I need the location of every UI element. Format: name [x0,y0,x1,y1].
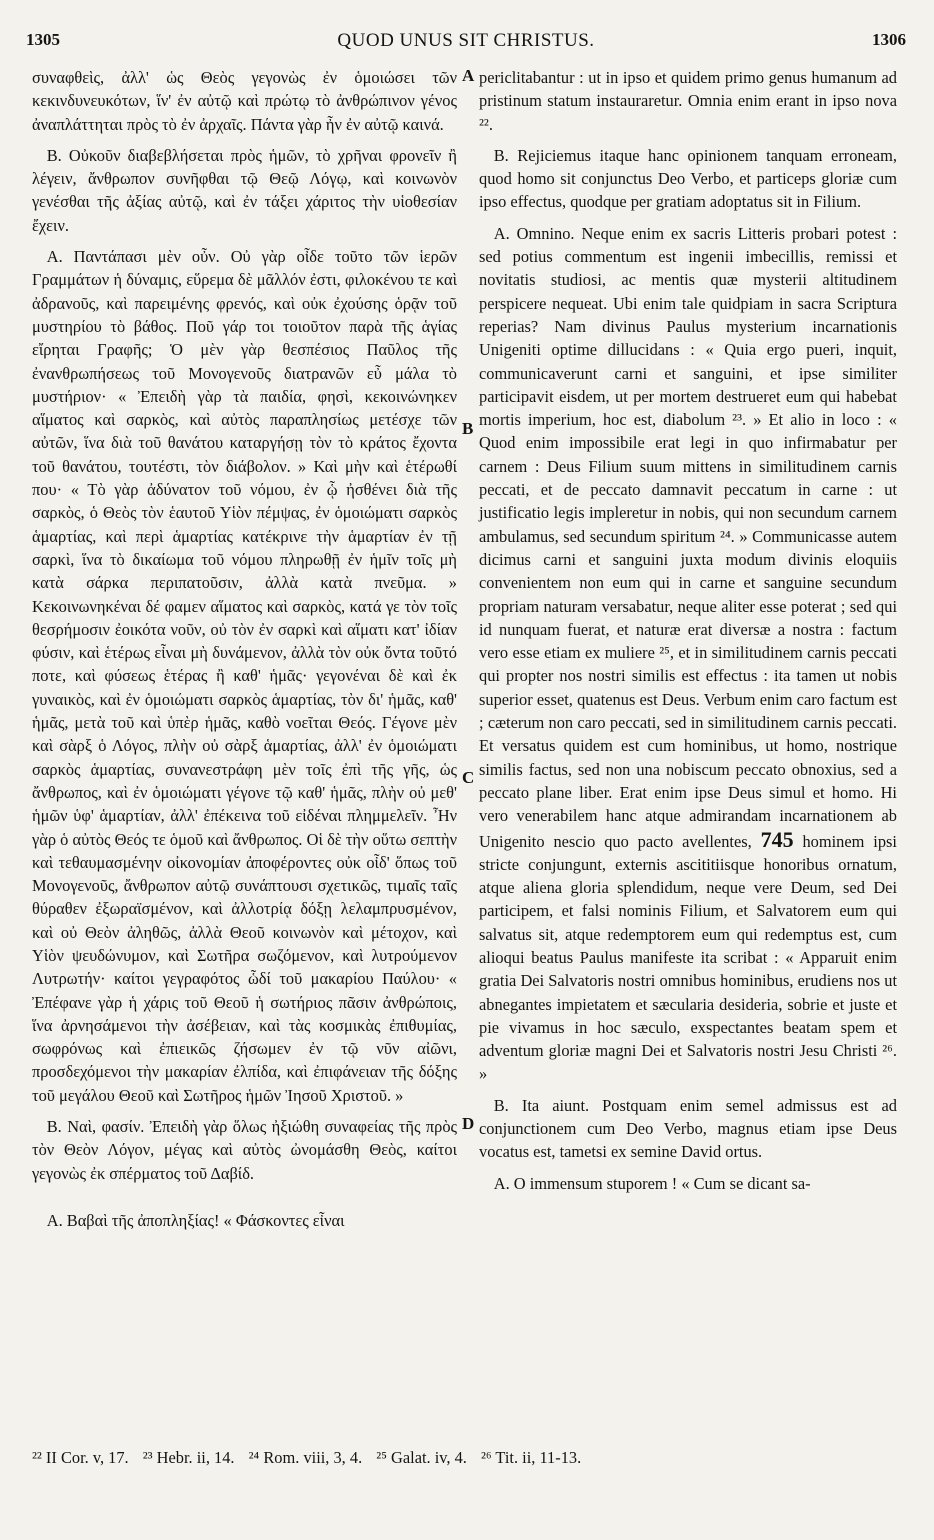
footnote: ²² II Cor. v, 17. [32,1448,129,1467]
page-header [26,30,906,58]
footnotes [32,1448,902,1468]
greek-paragraph: A. Παντάπασι μὲν οὖν. Οὐ γὰρ οἶδε τοῦτο τῶν ἱερῶν Γραμμάτων ἡ δύναμις, εὕρεμα δὲ μᾶλλόν ἐστι, φιλοκένου τε καὶ ἀδρανοῦς, καὶ παρειμένης φρενός, καὶ οὐκ ἐχούσης ὁρᾷν τοῦ μυστηρίου τὸ βάθος. Ποῦ γάρ τοι τοιοῦτον παρὰ τῆς ἁγίας εἴρηται Γραφῆς; Ὁ μὲν γὰρ θεσπέσιος Παῦλος τῆς ἐνανθρωπήσεως τοῦ Μονογενοῦς διατρανῶν εὖ μάλα τὸ μυστήριον· « Ἐπειδὴ γὰρ τὰ παιδία, φησὶ, κεκοινώνηκεν αἵματος καὶ σαρκὸς, καὶ αὐτὸς παραπλησίως μετέσχε τῶν αὐτῶν, ἵνα διὰ τοῦ θανάτου καταργήσῃ τὸν τὸ κράτος ἔχοντα τοῦ θανάτου, τουτέστι, τὸν διάβολον. » Καὶ μὴν καὶ ἑτέρωθί που· « Τὸ γὰρ ἀδύνατον τοῦ νόμου, ἐν ᾧ ἠσθένει διὰ τῆς σαρκὸς, ὁ Θεὸς τὸν ἑαυτοῦ Υἱὸν πέμψας, ἐν ὁμοιώματι σαρκὸς ἁμαρτίας, καὶ περὶ ἁμαρτίας κατέκρινε τὴν ἁμαρτίαν ἐν τῇ σαρκὶ, ἵνα τὸ δικαίωμα τοῦ νόμου πληρωθῇ ἐν ἡμῖν τοῖς μὴ κατὰ σάρκα περιπατοῦσιν, ἀλλὰ κατὰ πνεῦμα. » Κεκοινωνηκέναι δέ φαμεν αἵματος καὶ σαρκὸς, κατά γε τὸν τοῖς θεσρήμοσιν ἐοικότα νοῦν, οὐ τὸν ἐν σαρκὶ καὶ αἵματι κατ' ἰδίαν φύσιν, καὶ ἑτέρως εἶναι μὴ δυνάμενον, ἀλλὰ τὸν οὐκ ὄντα τοῦτό ποτε, καὶ φύσεως ἑτέρας ἢ καθ' ἡμᾶς· γεγονέναι δὲ καὶ ἐκ γυναικὸς, καὶ ἐν ὁμοιώματι σαρκὸς ἁμαρτίας, τὸν δι' ἡμᾶς, καθ' ἡμᾶς, μετὰ τοῦ καὶ ὑπὲρ ἡμᾶς, καθὸ νοεῖται Θεός. Γέγονε μὲν καὶ σὰρξ ὁ Λόγος, πλὴν οὐ σὰρξ ἁμαρτίας, ἀλλ' ἐν ὁμοιώματι σαρκὸς ἁμαρτίας, συνανεστράφη μὲν τοῖς ἐπὶ τῆς γῆς, ὡς ἄνθρωπος, καὶ ἐν ὁμοιώματι γέγονε τῷ καθ' ἡμᾶς, πλὴν οὐ μεθ' ἡμῶν ὑφ' ἁμαρτίαν, ἀλλ' ἐπέκεινα τοῦ εἰδέναι πλημμελεῖν. Ἦν γὰρ ὁ αὐτὸς Θεός τε ὁμοῦ καὶ ἄνθρωπος. Οἱ δὲ τὴν οὕτω σεπτὴν καὶ τεθαυμασμένην οἰκονομίαν ἀποφέροντες οὐκ οἶδ' ὅπως τοῦ Μονογενοῦς, ἄνθρωπον αὐτῷ συνάπτουσι σχετικῶς, τιμαῖς ταῖς θύραθεν ἐξωραϊσμένον, καὶ ἀλλοτρίᾳ δόξῃ λελαμπρυσμένον, καὶ οὐ Θεὸν ἀληθῶς, ἀλλὰ Θεοῦ κοινωνὸν καὶ μέτοχον, καὶ Υἱὸν ψευδώνυμον, καὶ Σωτῆρα σωζόμενον, καὶ λυτρούμενον Λυτρωτήν· καίτοι γεγραφότος ὧδί τοῦ μακαρίου Παύλου· « Ἐπέφανε γὰρ ἡ χάρις τοῦ Θεοῦ ἡ σωτήριος πᾶσιν ἀνθρώποις, ἵνα ἀρνησάμενοι τὴν ἀσέβειαν, καὶ τὰς κοσμικὰς ἐπιθυμίας, σωφρόνως καὶ ἐπιεικῶς ζήσωμεν ἐν τῷ νῦν αἰῶνι, προσδεχόμενοι τὴν μακαρίαν ἐλπίδα, καὶ ἐπιφάνειαν τῆς δόξης τοῦ μεγάλου Θεοῦ καὶ Σωτῆρος ἡμῶν Ἰησοῦ Χριστοῦ. » [32,247,457,1105]
greek-paragraph: συναφθεὶς, ἀλλ' ὡς Θεὸς γεγονὼς ἐν ὁμοιώσει τῶν κεκινδυνευκότων, ἵν' ἐν αὐτῷ καὶ πρώτῳ τὸ ἀνθρώπινον γένος ἀναπλάττηται πρὸς τὸ ἐν ἀρχαῖς. Πάντα γὰρ ἦν ἐν αὐτῷ καινά. [32,68,457,134]
latin-column [479,66,897,1195]
footnote: ²⁴ Rom. viii, 3, 4. [248,1448,363,1467]
greek-column [32,66,457,1232]
footnote: ²⁶ Tit. ii, 11-13. [481,1448,582,1467]
section-marker-c: C [462,768,475,787]
right-page-number: 1306 [872,30,906,49]
section-marker-a: A [462,66,475,85]
latin-paragraph: periclitabantur : ut in ipso et quidem primo genus humanum ad pristinum statum instauraretur. Omnia enim erant in ipso nova ²². [479,68,897,134]
latin-paragraph [479,222,897,1086]
latin-paragraph: A. O immensum stuporem ! « Cum se dicant sa- [493,1173,811,1193]
footnote: ²³ Hebr. ii, 14. [142,1448,235,1467]
greek-paragraph: B. Ναὶ, φασίν. Ἐπειδὴ γὰρ ὅλως ἠξιώθη συναφείας τῆς πρὸς τὸν Θεὸν Λόγον, μέγας καὶ αὐτὸς ὠνομάσθη Θεὸς, καίτοι γεγονὼς ἐκ σπέρματος τοῦ Δαβίδ. [32,1117,457,1183]
latin-paragraph: B. Rejiciemus itaque hanc opinionem tanquam erroneam, quod homo sit conjunctus Deo Verbo, et particeps gloriæ cum ipso effectus, quodque per gratiam adoptatus sit in Filium. [479,145,897,212]
greek-paragraph: B. Οὐκοῦν διαβεβλήσεται πρὸς ἡμῶν, τὸ χρῆναι φρονεῖν ἢ λέγειν, ἄνθρωπον συνῆφθαι τῷ Θεῷ Λόγῳ, καὶ κοινωνὸν γενέσθαι τῆς ἀξίας αὐτῷ, καὶ ἐν τάξει χάριτος τὴν υἱοθεσίαν ἔχειν. [32,145,457,235]
latin-paragraph: B. Ita aiunt. Postquam enim semel admissus est ad conjunctionem cum Deo Verbo, magnus etiam ipse Deus vocatus est, tametsi ex semine David ortus. [479,1095,897,1162]
latin-text: hominem ipsi stricte conjungunt, externis ascititiisque honoribus ornatum, atque aliena gloria splendidum, neque vere Deum, sed Dei participem, et falsi nominis Filium, et Salvatorem eum qui salvatus sit, atque redemptorem eum qui redemptus est, cum alioqui beatus Paulus manifeste ita scribat : « Apparuit enim gratia Dei Salvatoris nostri omnibus hominibus, erudiens nos ut abnegantes impietatem et sæcularia desideria, sobrie et juste et pie vivamus in hoc sæculo, exspectantes beatam spem et adventum gloriæ magni Dei et Salvatoris nostri Jesu Christi ²⁶. » [479,831,897,1084]
left-page-number: 1305 [26,30,60,49]
column-number: 745 [760,826,794,852]
latin-text: A. Omnino. Neque enim ex sacris Litteris probari potest : sed potius commentum est ingenii imbecillis, remissi et novitatis studiosi, ac mentis quæ mysterii altitudinem perspicere nequeat. Ubi enim tale quidpiam in sacra Scriptura reperias? Nam divinus Paulus mysterium incarnationis Unigeniti optime dillucidans : « Quia ergo pueri, inquit, communicaverunt carni et sanguini, et ipse similiter participavit eisdem, ut per mortem destrueret eum qui habebat mortis imperium, hoc est, diabolum ²³. » Et alio in loco : « Quod enim impossibile erat legi in quo infirmabatur per carnem : Deus Filium suum mittens in similitudinem carnis peccati, et de peccato damnavit peccatum in carne : ut justificatio legis impleretur in nobis, qui non secundum carnem ambulamus, sed secundum spiritum ²⁴. » Communicasse autem dicimus carni et sanguini juxta modum divinis eloquiis convenientem non eum qui in carne et sanguine secundum propriam naturam versabatur, neque aliter esse poterat ; sed qui id nunquam fuerat, et naturæ erat diversæ a nostra : factum vero esse etiam ex muliere ²⁵, et in similitudinem carnis peccati qui propter nos nostri similis est effectus : ita tamen ut nobis superior esset, quatenus est Deus. Verbum enim caro factum est ; cæterum non caro peccati, sed in similitudinem carnis peccati. Et versatus quidem est cum hominibus, ut homo, nostrique similis factus, sed non una nobiscum peccato obnoxius, sed a peccato plane liber. Erat enim ipse Deus simul et homo. Hi vero venerabilem hanc atque admirandam incarnationem ab Unigenito nescio quo pacto avellentes, [479,223,897,851]
running-title: QUOD UNUS SIT CHRISTUS. [337,30,595,51]
section-marker-b: B [462,419,474,438]
greek-paragraph: A. Βαβαὶ τῆς ἀποπληξίας! « Φάσκοντες εἶναι [46,1210,345,1230]
footnote: ²⁵ Galat. iv, 4. [376,1448,467,1467]
section-marker-d: D [462,1114,475,1133]
